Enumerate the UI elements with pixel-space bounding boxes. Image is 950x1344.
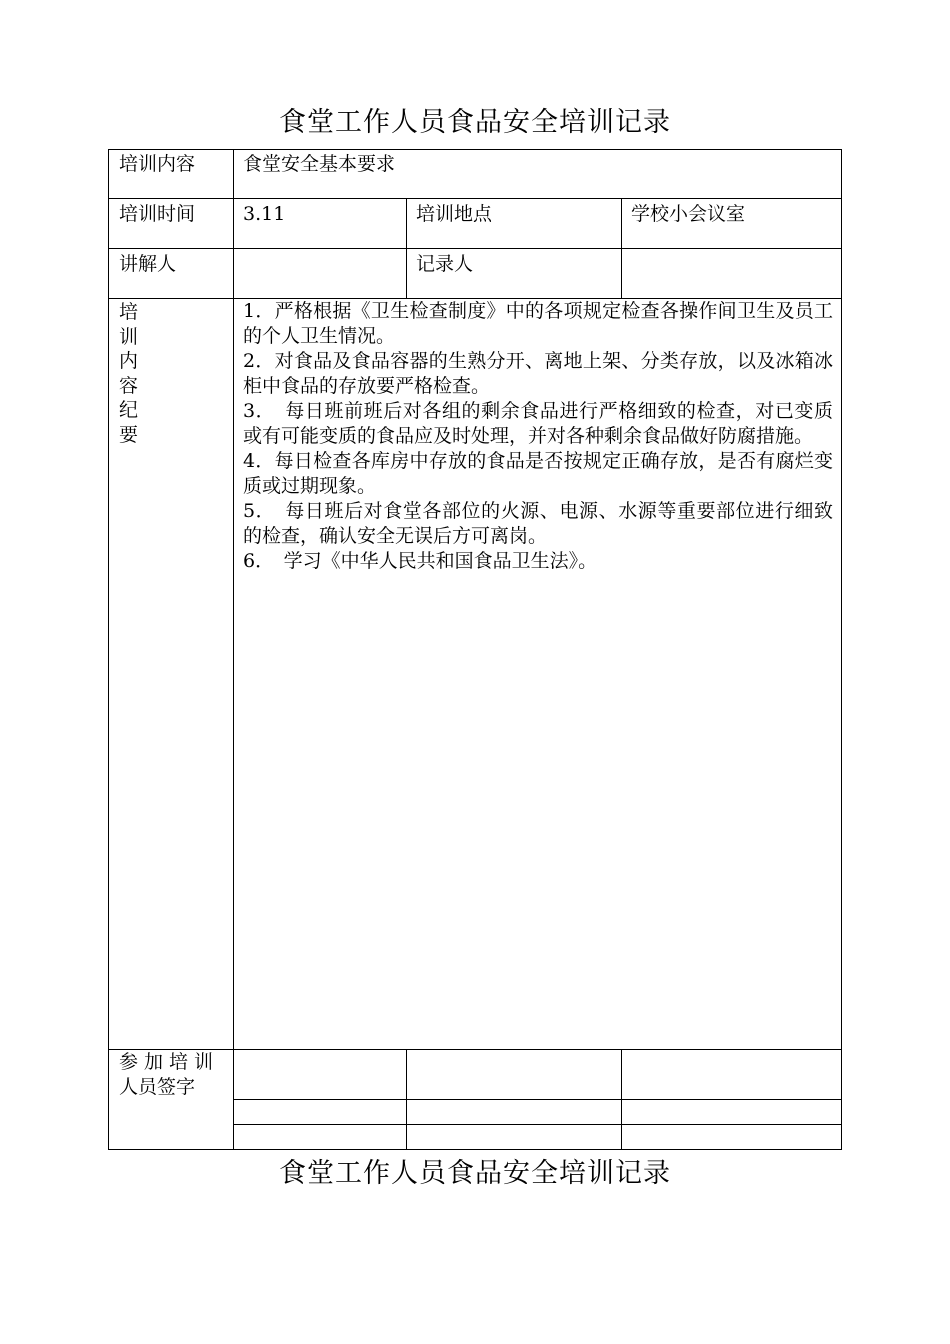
content-label: 培训内容	[119, 153, 196, 175]
signature-label-line1: 参加培训	[119, 1051, 220, 1073]
table-border-top	[108, 149, 842, 150]
location-value: 学校小会议室	[631, 203, 746, 225]
summary-item: 6． 学习《中华人民共和国食品卫生法》。	[243, 550, 598, 572]
time-value: 3.11	[243, 203, 286, 225]
summary-label	[119, 300, 143, 447]
summary-item: 1．严格根据《卫生检查制度》中的各项规定检查各操作间卫生及员工的个人卫生情况。	[243, 300, 833, 347]
column-divider	[621, 1049, 622, 1150]
column-divider	[621, 198, 622, 299]
row-divider	[108, 198, 842, 199]
summary-label-char: 训	[119, 325, 139, 348]
summary-item: 4．每日检查各库房中存放的食品是否按规定正确存放，是否有腐烂变质或过期现象。	[243, 450, 833, 497]
lecturer-label: 讲解人	[119, 253, 177, 275]
column-divider	[406, 1049, 407, 1150]
column-divider	[233, 149, 234, 1150]
recorder-label: 记录人	[416, 253, 474, 275]
summary-content	[243, 299, 833, 574]
row-divider	[233, 1124, 842, 1125]
page-title: 食堂工作人员食品安全培训记录	[279, 107, 671, 138]
summary-label-char: 要	[119, 423, 139, 446]
summary-label-char: 培	[119, 301, 139, 323]
column-divider	[406, 198, 407, 299]
footer-title: 食堂工作人员食品安全培训记录	[279, 1158, 671, 1189]
content-value: 食堂安全基本要求	[243, 153, 396, 175]
summary-item: 2．对食品及食品容器的生熟分开、离地上架、分类存放，以及冰箱冰柜中食品的存放要严格检查。	[243, 350, 833, 397]
signature-label-line2: 人员签字	[119, 1076, 196, 1098]
summary-label-char: 纪	[119, 399, 139, 421]
table-border-right	[841, 149, 842, 1150]
summary-label-char: 容	[119, 374, 139, 397]
table-border-bottom	[108, 1149, 842, 1150]
time-label: 培训时间	[119, 203, 196, 225]
signature-label	[119, 1050, 229, 1100]
row-divider	[233, 1099, 842, 1100]
location-label: 培训地点	[416, 203, 493, 225]
summary-item: 3． 每日班前班后对各组的剩余食品进行严格细致的检查，对已变质或有可能变质的食品应及时处理，并对各种剩余食品做好防腐措施。	[243, 400, 833, 447]
table-border-left	[108, 149, 109, 1150]
row-divider	[108, 248, 842, 249]
summary-item: 5． 每日班后对食堂各部位的火源、电源、水源等重要部位进行细致的检查，确认安全无误后方可离岗。	[243, 500, 833, 547]
summary-label-char: 内	[119, 350, 139, 372]
